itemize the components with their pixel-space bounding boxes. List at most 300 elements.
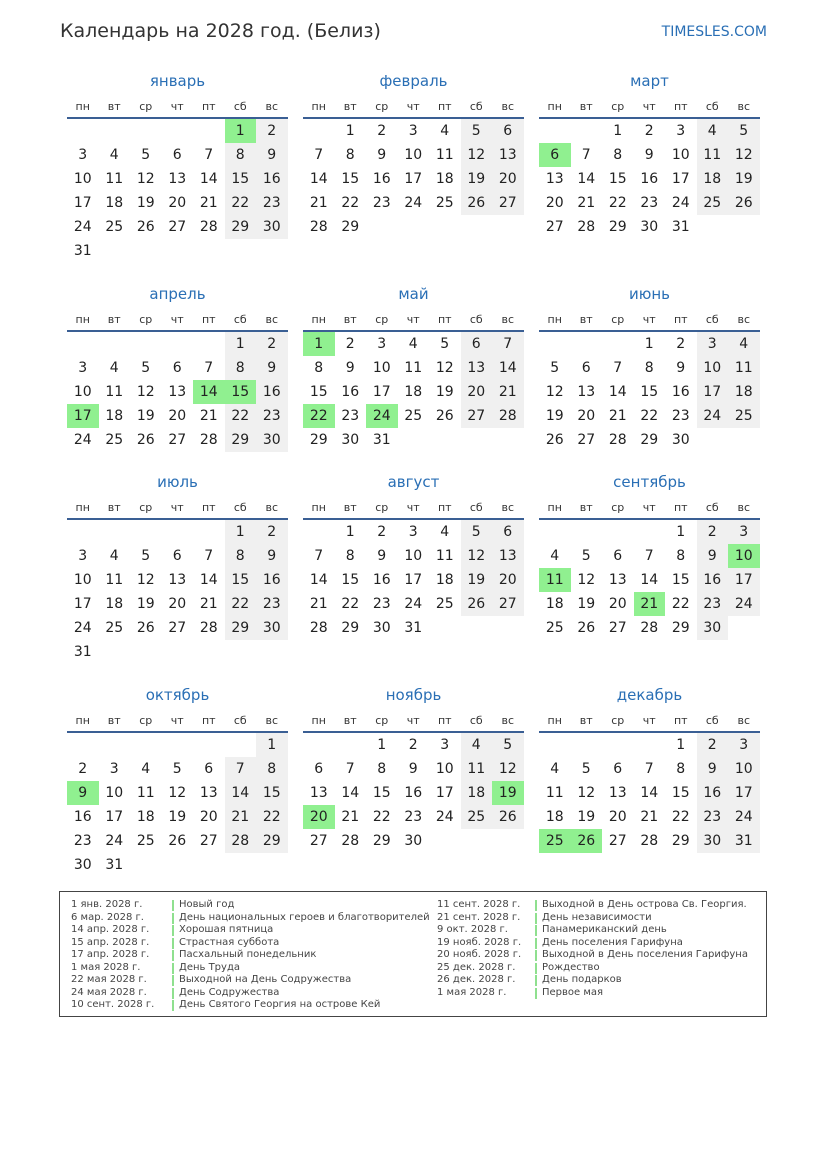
weekday-header: чт: [170, 313, 184, 326]
day-cell: 30: [256, 616, 288, 640]
day-cell: 16: [256, 568, 288, 592]
holiday-name: День Содружества: [179, 986, 280, 998]
day-cell: 29: [225, 215, 257, 239]
holiday-name: Выходной в День поселения Гарифуна: [542, 949, 748, 960]
weekday-header: пт: [437, 100, 452, 113]
day-cell: 11: [697, 143, 729, 167]
day-cell: 30: [341, 432, 360, 448]
day-cell: 15: [341, 171, 360, 187]
legend-row: [71, 987, 431, 1000]
day-cell: 9: [345, 360, 355, 376]
day-cell: 10: [73, 171, 92, 187]
day-cell: 20: [199, 809, 218, 825]
holiday-name: Страстная суббота: [179, 936, 280, 948]
day-cell: 16: [341, 384, 360, 400]
day-cell: 9: [644, 147, 654, 163]
weekday-header: сб: [469, 501, 483, 514]
day-cell: 8: [314, 360, 324, 376]
month-name: январь: [149, 72, 206, 90]
day-cell: 6: [581, 360, 591, 376]
day-cell: 4: [109, 360, 119, 376]
day-cell: 5: [141, 360, 151, 376]
day-cell: 25: [105, 219, 124, 235]
holiday-name: День национальных героев и благотворителей: [179, 911, 430, 923]
day-cell: 12: [545, 384, 564, 400]
day-cell: 26: [136, 432, 155, 448]
legend-row: [437, 912, 757, 925]
day-cell: 7: [644, 761, 654, 777]
day-cell: 25: [105, 432, 124, 448]
day-cell: 13: [168, 572, 187, 588]
day-cell: 10: [697, 356, 729, 380]
page-title: Календарь на 2028 год. (Белиз): [60, 20, 381, 42]
day-cell: 1: [256, 733, 288, 757]
day-cell: 20: [608, 596, 627, 612]
day-cell: 3: [377, 336, 387, 352]
day-cell: 13: [492, 143, 524, 167]
day-cell: 23: [697, 805, 729, 829]
weekday-header: пт: [437, 313, 452, 326]
day-cell: 30: [697, 829, 729, 853]
day-cell: 4: [109, 548, 119, 564]
day-cell: 24: [435, 809, 454, 825]
weekday-header: пн: [75, 714, 90, 727]
day-cell: 23: [404, 809, 423, 825]
weekday-header: ср: [375, 100, 389, 113]
day-cell: 6: [492, 119, 524, 143]
day-cell: 13: [545, 171, 564, 187]
day-cell: 20: [492, 568, 524, 592]
legend-row: [71, 949, 431, 962]
day-cell: 24: [728, 805, 760, 829]
weekday-header: сб: [233, 100, 247, 113]
day-cell: 15: [309, 384, 328, 400]
day-cell: 2: [78, 761, 88, 777]
day-cell: 13: [168, 171, 187, 187]
day-cell: 9: [676, 360, 686, 376]
day-cell: 11: [105, 171, 124, 187]
day-cell: 10: [73, 572, 92, 588]
day-cell: 23: [640, 195, 659, 211]
day-cell: 18: [435, 572, 454, 588]
day-cell: 9: [256, 143, 288, 167]
day-cell: 13: [608, 785, 627, 801]
day-cell: 5: [581, 548, 591, 564]
weekday-header: ср: [375, 714, 389, 727]
holiday-date: 21 сент. 2028 г.: [437, 911, 521, 923]
day-cell: 25: [728, 404, 760, 428]
day-cell: 5: [440, 336, 450, 352]
day-cell: 1: [225, 520, 257, 544]
weekday-header: пт: [201, 100, 216, 113]
day-cell: 12: [136, 171, 155, 187]
day-cell: 3: [408, 123, 418, 139]
holiday-date: 11 сент. 2028 г.: [437, 899, 521, 910]
weekday-header: вс: [737, 313, 751, 326]
day-cell: 28: [640, 620, 659, 636]
weekday-header: вт: [343, 714, 357, 727]
day-cell: 10: [671, 147, 690, 163]
day-cell: 17: [404, 572, 423, 588]
day-cell: 28: [199, 620, 218, 636]
day-cell: 16: [372, 572, 391, 588]
weekday-header: пт: [673, 501, 688, 514]
site-link[interactable]: TIMESLES.COM: [661, 24, 767, 40]
legend-row: [71, 937, 431, 950]
day-cell: 7: [314, 147, 324, 163]
day-cell: 4: [440, 123, 450, 139]
day-cell: 22: [341, 195, 360, 211]
day-cell: 11: [404, 360, 423, 376]
legend-column-left: [71, 899, 431, 1012]
day-cell: 7: [492, 332, 524, 356]
holiday-marker-icon: [535, 988, 537, 999]
weekday-header: пт: [437, 714, 452, 727]
day-cell: 31: [372, 432, 391, 448]
holiday-marker-icon: [172, 900, 174, 911]
legend-row: [71, 974, 431, 987]
weekday-header: вс: [265, 714, 279, 727]
day-cell: 21: [199, 596, 218, 612]
day-cell: 15: [256, 781, 288, 805]
legend-row: [71, 899, 431, 912]
day-cell: 29: [341, 620, 360, 636]
day-cell: 4: [550, 761, 560, 777]
month-name: апрель: [149, 285, 206, 303]
day-cell: 11: [105, 384, 124, 400]
day-cell: 27: [608, 620, 627, 636]
day-cell: 9: [408, 761, 418, 777]
day-cell: 4: [408, 336, 418, 352]
day-cell: 13: [577, 384, 596, 400]
day-cell: 2: [345, 336, 355, 352]
day-cell: 28: [492, 404, 524, 428]
holiday-day-cell: 26: [571, 829, 603, 853]
day-cell: 27: [168, 620, 187, 636]
day-cell: 20: [492, 167, 524, 191]
day-cell: 29: [608, 219, 627, 235]
day-cell: 20: [608, 809, 627, 825]
legend-row: [71, 999, 431, 1012]
day-cell: 2: [377, 524, 387, 540]
day-cell: 2: [256, 520, 288, 544]
day-cell: 28: [608, 432, 627, 448]
day-cell: 18: [545, 809, 564, 825]
weekday-header: чт: [642, 714, 656, 727]
day-cell: 5: [550, 360, 560, 376]
holiday-marker-icon: [535, 963, 537, 974]
legend-row: [437, 937, 757, 950]
day-cell: 6: [314, 761, 324, 777]
day-cell: 22: [640, 408, 659, 424]
day-cell: 28: [199, 432, 218, 448]
weekday-header: пн: [75, 100, 90, 113]
day-cell: 21: [341, 809, 360, 825]
day-cell: 8: [225, 356, 257, 380]
day-cell: 25: [136, 833, 155, 849]
day-cell: 22: [372, 809, 391, 825]
day-cell: 12: [168, 785, 187, 801]
day-cell: 8: [225, 143, 257, 167]
day-cell: 1: [676, 737, 686, 753]
holiday-name: День Святого Георгия на острове Кей: [179, 999, 381, 1010]
weekday-header: пн: [311, 100, 326, 113]
day-cell: 29: [671, 833, 690, 849]
day-cell: 19: [577, 809, 596, 825]
holiday-day-cell: 14: [193, 380, 225, 404]
day-cell: 23: [372, 596, 391, 612]
weekday-header: вс: [501, 501, 515, 514]
day-cell: 19: [545, 408, 564, 424]
day-cell: 3: [408, 524, 418, 540]
day-cell: 21: [577, 195, 596, 211]
day-cell: 19: [435, 384, 454, 400]
holiday-date: 9 окт. 2028 г.: [437, 924, 508, 935]
holiday-date: 1 мая 2028 г.: [437, 986, 507, 998]
day-cell: 5: [461, 520, 493, 544]
day-cell: 6: [172, 548, 182, 564]
holiday-marker-icon: [172, 975, 174, 986]
weekday-header: ср: [611, 714, 625, 727]
day-cell: 15: [225, 568, 257, 592]
weekday-header: пн: [311, 714, 326, 727]
day-cell: 13: [608, 572, 627, 588]
day-cell: 30: [404, 833, 423, 849]
weekday-header: вс: [501, 714, 515, 727]
day-cell: 11: [545, 785, 564, 801]
day-cell: 27: [309, 833, 328, 849]
weekday-header: пн: [547, 313, 562, 326]
holiday-marker-icon: [172, 988, 174, 999]
day-cell: 14: [309, 572, 328, 588]
day-cell: 6: [461, 332, 493, 356]
day-cell: 3: [78, 360, 88, 376]
holiday-marker-icon: [172, 950, 174, 961]
day-cell: 16: [256, 380, 288, 404]
day-cell: 26: [461, 191, 493, 215]
holiday-day-cell: 25: [539, 829, 571, 853]
day-cell: 23: [671, 408, 690, 424]
holiday-day-cell: 1: [303, 332, 335, 356]
day-cell: 24: [73, 219, 92, 235]
holiday-marker-icon: [172, 963, 174, 974]
day-cell: 27: [492, 592, 524, 616]
day-cell: 9: [697, 757, 729, 781]
day-cell: 24: [73, 620, 92, 636]
day-cell: 5: [141, 548, 151, 564]
holiday-date: 25 дек. 2028 г.: [437, 961, 516, 973]
weekday-header: чт: [406, 501, 420, 514]
holiday-name: День Труда: [179, 961, 240, 973]
weekday-header: пт: [673, 100, 688, 113]
holiday-name: Выходной в День острова Св. Георгия.: [542, 899, 747, 910]
day-cell: 3: [440, 737, 450, 753]
day-cell: 2: [697, 733, 729, 757]
month-name: февраль: [379, 72, 448, 90]
weekday-header: чт: [406, 100, 420, 113]
day-cell: 2: [697, 520, 729, 544]
day-cell: 26: [168, 833, 187, 849]
weekday-header: вт: [579, 501, 593, 514]
day-cell: 6: [492, 520, 524, 544]
day-cell: 7: [314, 548, 324, 564]
holiday-legend: [59, 891, 767, 1017]
holiday-date: 14 апр. 2028 г.: [71, 924, 150, 935]
day-cell: 29: [372, 833, 391, 849]
day-cell: 23: [697, 592, 729, 616]
day-cell: 12: [577, 785, 596, 801]
weekday-header: пн: [547, 100, 562, 113]
day-cell: 27: [168, 219, 187, 235]
day-cell: 11: [105, 572, 124, 588]
weekday-header: ср: [139, 714, 153, 727]
weekday-header: ср: [611, 313, 625, 326]
weekday-header: пт: [437, 501, 452, 514]
weekday-header: вс: [501, 313, 515, 326]
day-cell: 18: [136, 809, 155, 825]
holiday-date: 15 апр. 2028 г.: [71, 936, 150, 948]
day-cell: 8: [256, 757, 288, 781]
day-cell: 26: [577, 620, 596, 636]
day-cell: 22: [225, 404, 257, 428]
day-cell: 1: [345, 123, 355, 139]
weekday-header: вт: [579, 100, 593, 113]
day-cell: 19: [136, 195, 155, 211]
day-cell: 25: [404, 408, 423, 424]
day-cell: 26: [435, 408, 454, 424]
day-cell: 13: [309, 785, 328, 801]
day-cell: 3: [728, 733, 760, 757]
day-cell: 2: [408, 737, 418, 753]
weekday-header: вт: [107, 501, 121, 514]
day-cell: 16: [671, 384, 690, 400]
holiday-marker-icon: [535, 900, 537, 911]
weekday-header: чт: [406, 313, 420, 326]
weekday-header: пн: [311, 501, 326, 514]
holiday-date: 24 мая 2028 г.: [71, 986, 147, 998]
day-cell: 19: [136, 596, 155, 612]
day-cell: 12: [136, 572, 155, 588]
day-cell: 16: [372, 171, 391, 187]
day-cell: 24: [671, 195, 690, 211]
day-cell: 23: [256, 404, 288, 428]
day-cell: 29: [225, 428, 257, 452]
day-cell: 5: [581, 761, 591, 777]
weekday-header: вс: [737, 100, 751, 113]
day-cell: 31: [105, 857, 124, 873]
day-cell: 26: [461, 592, 493, 616]
legend-row: [437, 899, 757, 912]
holiday-day-cell: 6: [539, 143, 571, 167]
day-cell: 23: [73, 833, 92, 849]
holiday-name: День независимости: [542, 911, 652, 923]
holiday-marker-icon: [535, 938, 537, 949]
day-cell: 2: [377, 123, 387, 139]
day-cell: 27: [545, 219, 564, 235]
weekday-header: вт: [343, 100, 357, 113]
legend-row: [437, 949, 757, 962]
weekday-header: вс: [737, 714, 751, 727]
day-cell: 8: [345, 147, 355, 163]
day-cell: 14: [640, 572, 659, 588]
weekday-header: сб: [705, 100, 719, 113]
day-cell: 17: [697, 380, 729, 404]
day-cell: 19: [728, 167, 760, 191]
holiday-day-cell: 15: [225, 380, 257, 404]
day-cell: 19: [577, 596, 596, 612]
holiday-name: Панамериканский день: [542, 924, 667, 935]
weekday-header: чт: [170, 714, 184, 727]
day-cell: 3: [728, 520, 760, 544]
day-cell: 19: [461, 167, 493, 191]
day-cell: 21: [608, 408, 627, 424]
day-cell: 12: [577, 572, 596, 588]
day-cell: 15: [671, 572, 690, 588]
day-cell: 12: [461, 143, 493, 167]
day-cell: 28: [577, 219, 596, 235]
day-cell: 24: [697, 404, 729, 428]
day-cell: 6: [613, 761, 623, 777]
day-cell: 8: [377, 761, 387, 777]
day-cell: 29: [256, 829, 288, 853]
day-cell: 25: [105, 620, 124, 636]
day-cell: 29: [341, 219, 360, 235]
weekday-header: чт: [170, 501, 184, 514]
day-cell: 27: [608, 833, 627, 849]
holiday-marker-icon: [172, 1000, 174, 1011]
day-cell: 18: [697, 167, 729, 191]
day-cell: 10: [372, 360, 391, 376]
day-cell: 16: [697, 568, 729, 592]
day-cell: 10: [404, 548, 423, 564]
day-cell: 5: [492, 733, 524, 757]
day-cell: 22: [225, 191, 257, 215]
day-cell: 25: [435, 195, 454, 211]
day-cell: 25: [545, 620, 564, 636]
day-cell: 14: [199, 572, 218, 588]
holiday-name: День подарков: [542, 974, 622, 985]
day-cell: 30: [73, 857, 92, 873]
day-cell: 25: [461, 805, 493, 829]
day-cell: 9: [256, 356, 288, 380]
day-cell: 4: [440, 524, 450, 540]
day-cell: 30: [256, 215, 288, 239]
day-cell: 11: [136, 785, 155, 801]
weekday-header: чт: [170, 100, 184, 113]
holiday-day-cell: 20: [303, 805, 335, 829]
day-cell: 17: [728, 568, 760, 592]
day-cell: 23: [256, 592, 288, 616]
day-cell: 8: [644, 360, 654, 376]
weekday-header: сб: [233, 714, 247, 727]
holiday-day-cell: 11: [539, 568, 571, 592]
day-cell: 4: [109, 147, 119, 163]
day-cell: 2: [256, 119, 288, 143]
day-cell: 20: [545, 195, 564, 211]
day-cell: 1: [377, 737, 387, 753]
day-cell: 22: [671, 809, 690, 825]
day-cell: 17: [671, 171, 690, 187]
month-name: июнь: [628, 285, 671, 303]
day-cell: 11: [728, 356, 760, 380]
holiday-name: Пасхальный понедельник: [179, 949, 317, 960]
weekday-header: пт: [201, 313, 216, 326]
day-cell: 19: [136, 408, 155, 424]
day-cell: 4: [728, 332, 760, 356]
weekday-header: пт: [201, 714, 216, 727]
weekday-header: сб: [233, 501, 247, 514]
weekday-header: вт: [107, 100, 121, 113]
